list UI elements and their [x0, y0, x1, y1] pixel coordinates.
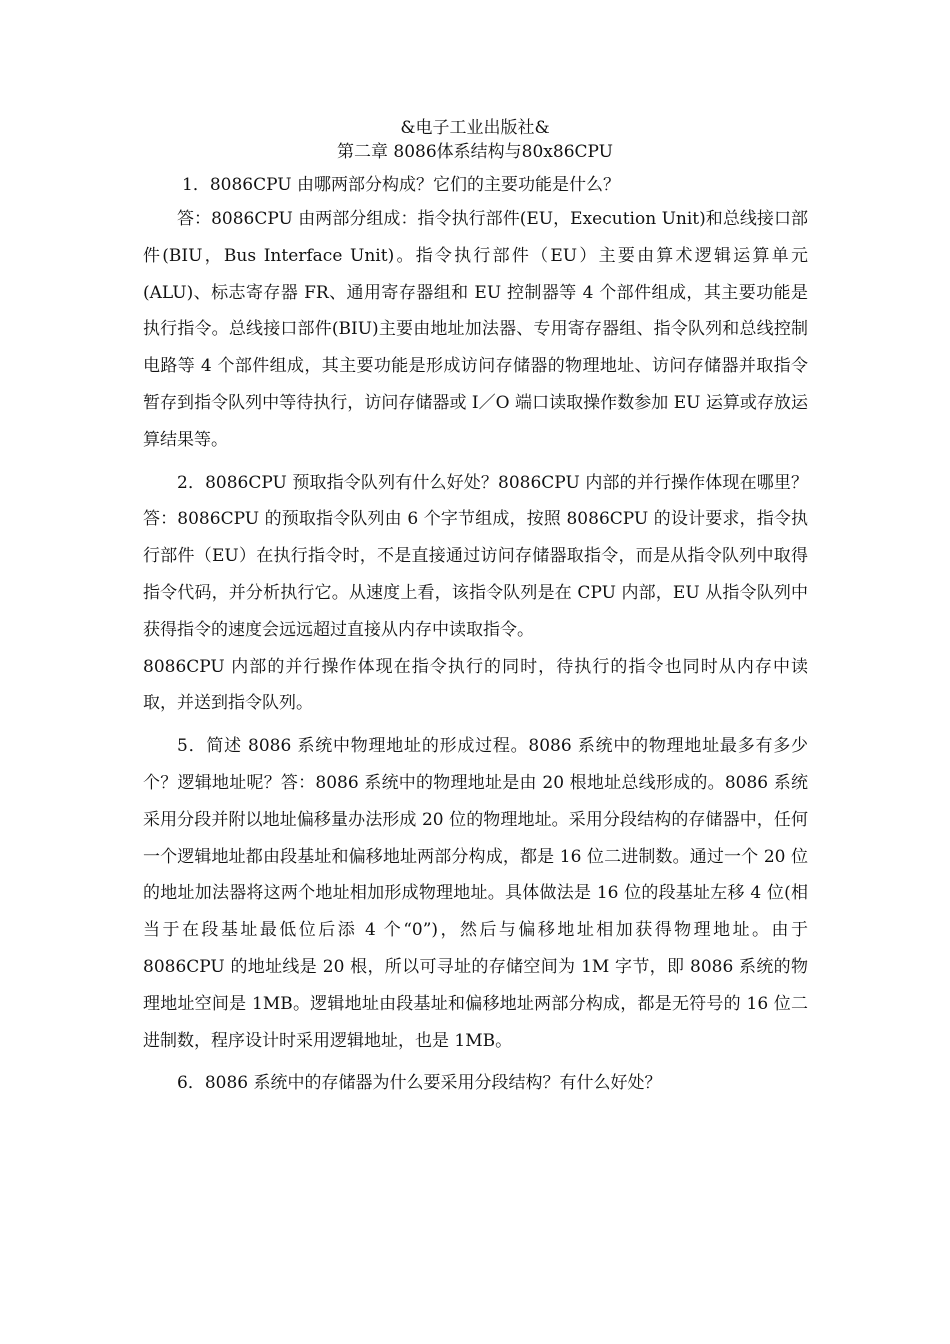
question-1-title: 1．8086CPU 由哪两部分构成？它们的主要功能是什么？ — [182, 175, 620, 195]
question-6-paragraph: 6．8086 系统中的存储器为什么要采用分段结构？有什么好处？ — [177, 1073, 662, 1094]
document-body — [143, 170, 808, 1102]
publisher-line: &电子工业出版社& — [400, 118, 550, 138]
question-5-paragraph: 5．简述 8086 系统中物理地址的形成过程。8086 系统中的物理地址最多有多少个？逻辑地址呢？答：8086 系统中的物理地址是由 20 根地址总线形成的。8086 系统采用分段并附以地址偏移量办法形成 20 位的物理地址。采用分段结构的存储器中，任何一个逻辑地址都由段基址和偏移地址两部分构成，都是 16 位二进制数。通过一个 20 位的地址加法器将这两个地址相加形成物理地址。具体做法是 16 位的段基址左移 4 位(相当于在段基址最低位后添 4 个“0”)，然后与偏移地址相加获得物理地址。由于 8086CPU 的地址线是 20 根，所以可寻址的存储空间为 1M 字节，即 8086 系统的物理地址空间是 1MB。逻辑地址由段基址和偏移地址两部分构成，都是无符号的 16 位二进制数，程序设计时采用逻辑地址，也是 1MB。 — [143, 736, 808, 1051]
chapter-title: 第二章 8086体系结构与80x86CPU — [337, 142, 613, 162]
question-2-continuation: 8086CPU 内部的并行操作体现在指令执行的同时，待执行的指令也同时从内存中读取，并送到指令队列。 — [143, 656, 808, 714]
question-2-paragraph: 2．8086CPU 预取指令队列有什么好处？8086CPU 内部的并行操作体现在哪里？答：8086CPU 的预取指令队列由 6 个字节组成，按照 8086CPU 的设计要求，指令执行部件（EU）在执行指令时，不是直接通过访问存储器取指令，而是从指令队列中取得指令代码，并分析执行它。从速度上看，该指令队列是在 CPU 内部，EU 从指令队列中获得指令的速度会远远超过直接从内存中读取指令。 — [143, 472, 808, 640]
question-1-answer: 答：8086CPU 由两部分组成：指令执行部件(EU，Execution Unit)和总线接口部件(BIU，Bus Interface Unit)。指令执行部件（EU）主要由算术逻辑运算单元(ALU)、标志寄存器 FR、通用寄存器组和 EU 控制器等 4 个部件组成，其主要功能是执行指令。总线接口部件(BIU)主要由地址加法器、专用寄存器组、指令队列和总线控制电路等 4 个部件组成，其主要功能是形成访问存储器的物理地址、访问存储器并取指令暂存到指令队列中等待执行，访问存储器或 I／O 端口读取操作数参加 EU 运算或存放运算结果等。 — [143, 209, 808, 450]
